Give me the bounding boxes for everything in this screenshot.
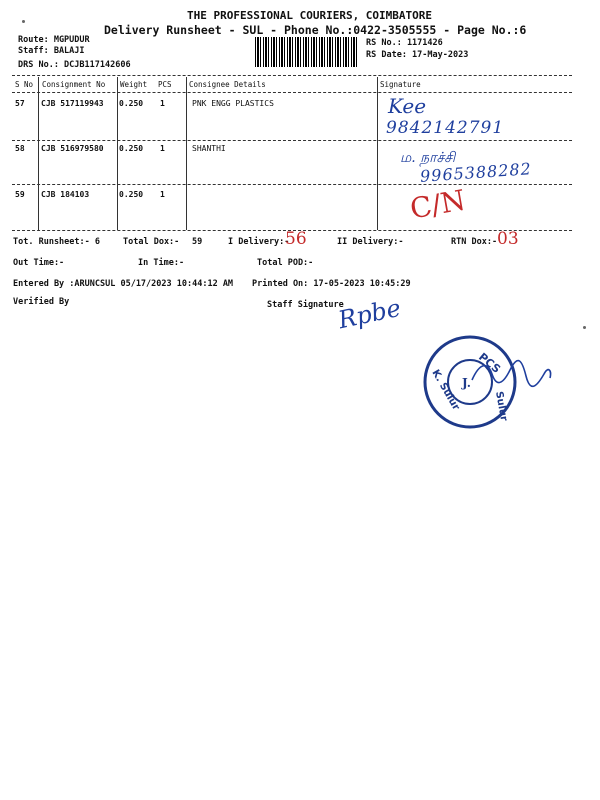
row-sno: 58 [15, 144, 25, 153]
row-consignment: CJB 184103 [41, 190, 90, 199]
stamp-center-text: J. [462, 376, 471, 390]
stamp-top-text: PCS [476, 350, 504, 376]
row-pcs: 1 [160, 144, 165, 153]
stamp-signature-scribble [470, 352, 555, 392]
staff-signature-handwritten: Rpbe [335, 293, 404, 335]
verified-by-label: Verified By [13, 297, 70, 307]
entered-by: Entered By :ARUNCSUL 05/17/2023 10:44:12 AM [13, 279, 234, 289]
staff-signature-label: Staff Signature [267, 300, 344, 310]
row-pcs: 1 [160, 190, 165, 199]
row59-note-handwritten: C/N [407, 183, 468, 226]
company-name: THE PROFESSIONAL COURIERS, COIMBATORE [187, 9, 433, 22]
printed-on: Printed On: 17-05-2023 10:45:29 [252, 279, 411, 289]
tot-runsheet: Tot. Runsheet:- 6 [13, 237, 100, 247]
row-divider [12, 184, 572, 185]
total-dox-label: Total Dox:- [123, 237, 180, 247]
col-line-3 [186, 77, 187, 230]
i-delivery-value: 56 [285, 229, 307, 249]
row-divider [12, 140, 572, 141]
row58-phone-handwritten: 9965388282 [419, 159, 533, 186]
rs-date: RS Date: 17-May-2023 [366, 50, 469, 60]
stamp-right-text: Sulur [493, 390, 510, 422]
row-weight: 0.250 [119, 190, 144, 199]
row58-name-handwritten: ம. நாச்சி [400, 150, 456, 166]
row-sno: 57 [15, 99, 25, 108]
row-consignee: PNK ENGG PLASTICS [192, 99, 274, 108]
out-time-label: Out Time:- [13, 258, 65, 268]
row-sno: 59 [15, 190, 25, 199]
row-consignment: CJB 516979580 [41, 144, 104, 153]
col-header-pcs: PCS [158, 80, 172, 89]
drs-number: DRS No.: DCJB117142606 [18, 60, 131, 70]
total-pod-label: Total POD:- [257, 258, 314, 268]
rs-number: RS No.: 1171426 [366, 38, 443, 48]
col-header-consignment: Consignment No [42, 80, 106, 89]
rtn-dox-label: RTN Dox:- [451, 237, 498, 247]
rtn-dox-value: 03 [497, 229, 519, 249]
total-dox-value: 59 [192, 237, 203, 247]
scan-speck [583, 326, 586, 329]
col-header-signature: Signature [380, 80, 421, 89]
runsheet-title: Delivery Runsheet - SUL - Phone No.:0422-3505555 - Page No.:6 [104, 23, 527, 37]
col-line-1 [38, 77, 39, 230]
ii-delivery-label: II Delivery:- [337, 237, 404, 247]
scan-speck [22, 20, 25, 23]
header-divider-bottom [12, 92, 572, 93]
stamp-left-text: K. Sulur [429, 368, 462, 413]
col-header-sno: S No [15, 80, 34, 89]
route-label: Route: MGPUDUR [18, 35, 90, 45]
row-pcs: 1 [160, 99, 165, 108]
in-time-label: In Time:- [138, 258, 185, 268]
col-header-consignee: Consignee Details [189, 80, 266, 89]
col-header-weight: Weight [120, 80, 148, 89]
col-line-4 [377, 77, 378, 230]
header-divider-top [12, 75, 572, 76]
i-delivery-label: I Delivery:- [228, 237, 290, 247]
col-line-2 [117, 77, 118, 230]
row-weight: 0.250 [119, 144, 144, 153]
row-consignment: CJB 517119943 [41, 99, 104, 108]
row-consignee: SHANTHI [192, 144, 226, 153]
staff-label: Staff: BALAJI [18, 46, 85, 56]
row-weight: 0.250 [119, 99, 144, 108]
barcode-image [255, 37, 357, 67]
row57-phone-handwritten: 9842142791 [386, 118, 505, 138]
row57-signature: Kee [388, 94, 427, 118]
